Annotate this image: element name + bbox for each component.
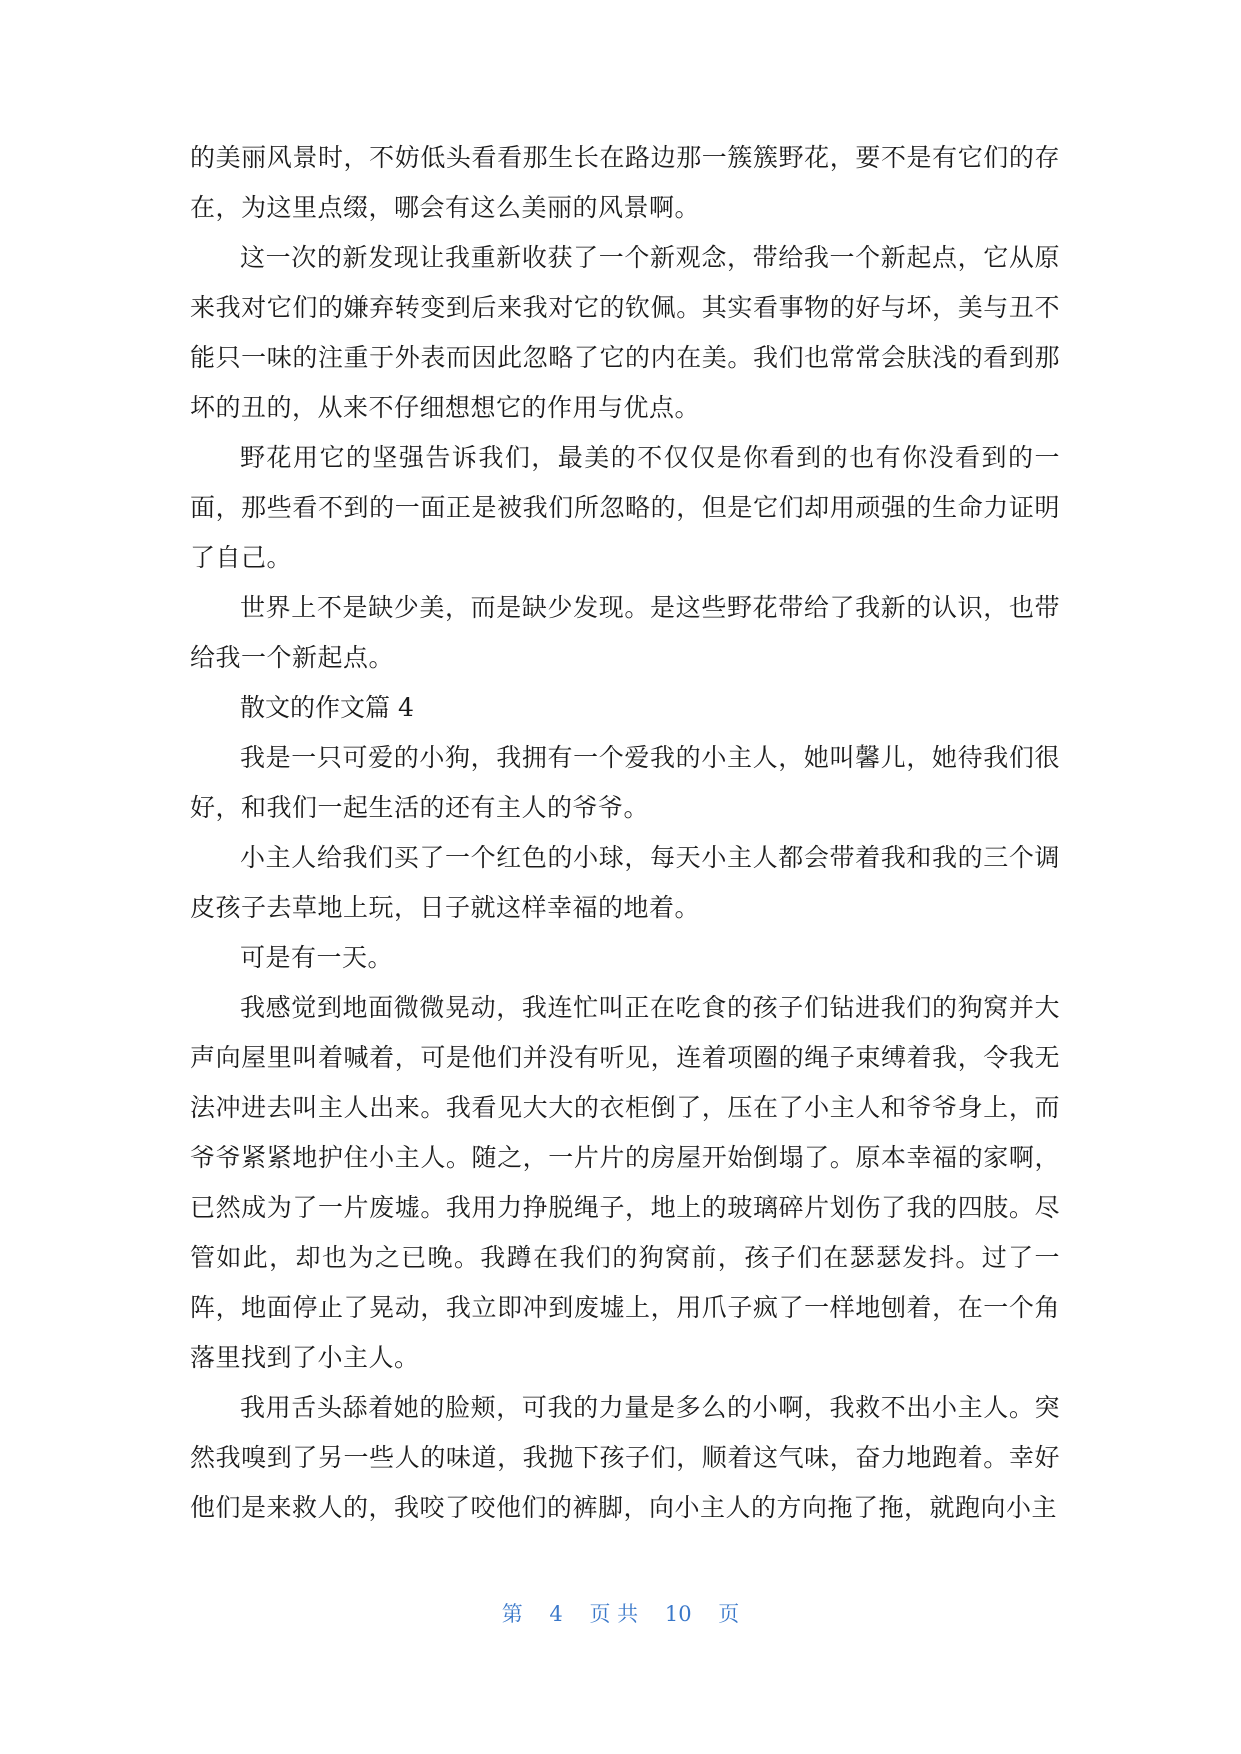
footer-label-page: 第 xyxy=(501,1602,523,1626)
page-footer xyxy=(0,1598,1241,1628)
section-heading: 散文的作文篇 4 xyxy=(240,693,414,722)
document-body xyxy=(190,133,1060,1533)
paragraph: 野花用它的坚强告诉我们，最美的不仅仅是你看到的也有你没看到的一面，那些看不到的一面正是被我们所忽略的，但是它们却用顽强的生命力证明了自己。 xyxy=(190,443,1060,572)
paragraph: 世界上不是缺少美，而是缺少发现。是这些野花带给了我新的认识，也带给我一个新起点。 xyxy=(190,593,1060,672)
paragraph: 我用舌头舔着她的脸颊，可我的力量是多么的小啊，我救不出小主人。突然我嗅到了另一些人的味道，我抛下孩子们，顺着这气味，奋力地跑着。幸好他们是来救人的，我咬了咬他们的裤脚，向小主人的方向拖了拖，就跑向小主 xyxy=(190,1393,1060,1522)
paragraph: 的美丽风景时，不妨低头看看那生长在路边那一簇簇野花，要不是有它们的存在，为这里点缀，哪会有这么美丽的风景啊。 xyxy=(190,143,1060,222)
footer-total-pages: 10 xyxy=(664,1602,692,1626)
paragraph: 可是有一天。 xyxy=(240,943,394,972)
paragraph: 小主人给我们买了一个红色的小球，每天小主人都会带着我和我的三个调皮孩子去草地上玩，日子就这样幸福的地着。 xyxy=(190,843,1060,922)
paragraph: 我是一只可爱的小狗，我拥有一个爱我的小主人，她叫馨儿，她待我们很好，和我们一起生活的还有主人的爷爷。 xyxy=(190,743,1060,822)
paragraph: 这一次的新发现让我重新收获了一个新观念，带给我一个新起点，它从原来我对它们的嫌弃转变到后来我对它的钦佩。其实看事物的好与坏，美与丑不能只一味的注重于外表而因此忽略了它的内在美。我们也常常会肤浅的看到那坏的丑的，从来不仔细想想它的作用与优点。 xyxy=(190,243,1060,422)
footer-label-end: 页 xyxy=(718,1602,740,1626)
paragraph: 我感觉到地面微微晃动，我连忙叫正在吃食的孩子们钻进我们的狗窝并大声向屋里叫着喊着，可是他们并没有听见，连着项圈的绳子束缚着我，令我无法冲进去叫主人出来。我看见大大的衣柜倒了，压在了小主人和爷爷身上，而爷爷紧紧地护住小主人。随之，一片片的房屋开始倒塌了。原本幸福的家啊，已然成为了一片废墟。我用力挣脱绳子，地上的玻璃碎片划伤了我的四肢。尽管如此，却也为之已晚。我蹲在我们的狗窝前，孩子们在瑟瑟发抖。过了一阵，地面停止了晃动，我立即冲到废墟上，用爪子疯了一样地刨着，在一个角落里找到了小主人。 xyxy=(190,993,1060,1372)
footer-label-of: 页 共 xyxy=(589,1602,639,1626)
footer-current-page: 4 xyxy=(549,1602,563,1626)
